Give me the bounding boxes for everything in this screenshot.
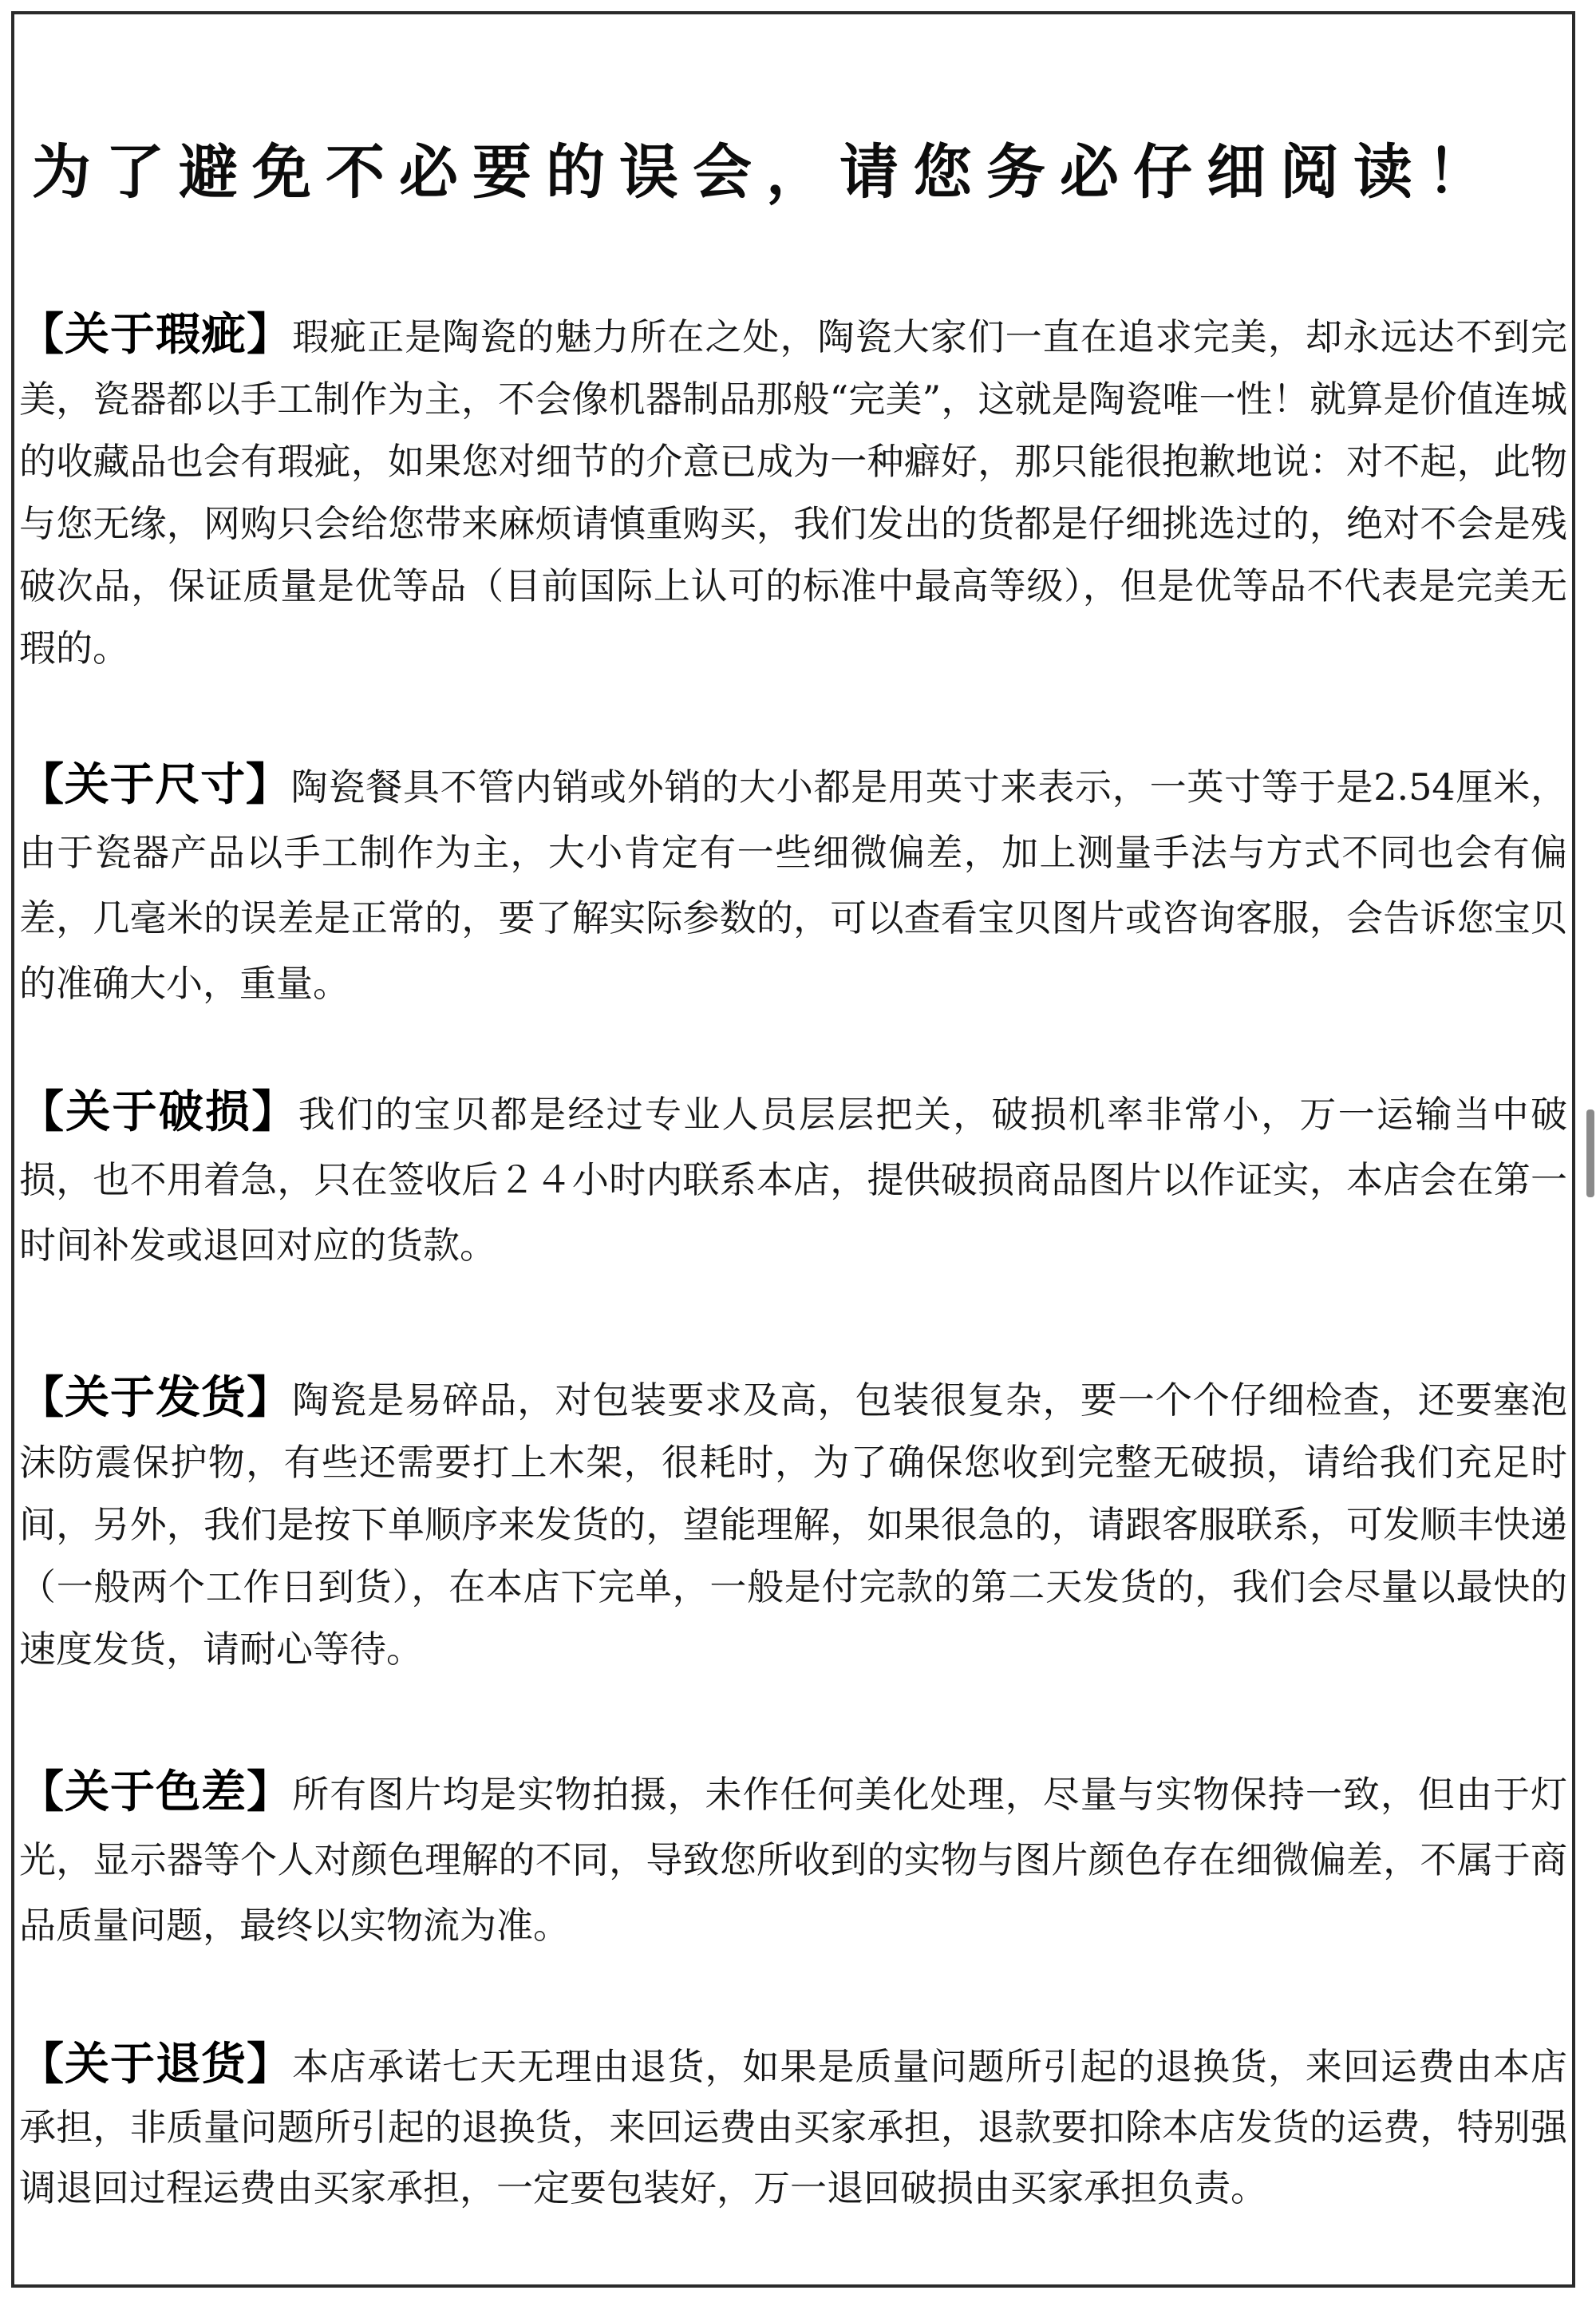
section-body: 陶瓷餐具不管内销或外销的大小都是用英寸来表示，一英寸等于是2.54厘米，由于瓷器产品以手工制作为主，大小肯定有一些细微偏差，加上测量手法与方式不同也会有偏差，几毫米的误差是正常的，要了解实际参数的，可以查看宝贝图片或咨询客服，会告诉您宝贝的准确大小，重量。 <box>19 765 1568 1005</box>
section-flaw <box>19 303 1567 679</box>
section-size <box>19 752 1567 1016</box>
section-body: 所有图片均是实物拍摄，未作任何美化处理，尽量与实物保持一致，但由于灯光，显示器等个人对颜色理解的不同，导致您所收到的实物与图片颜色存在细微偏差，不属于商品质量问题，最终以实物流为准。 <box>19 1773 1568 1947</box>
section-heading: 【关于色差】 <box>19 1766 293 1818</box>
section-heading: 【关于尺寸】 <box>19 758 291 811</box>
section-body: 我们的宝贝都是经过专业人员层层把关，破损机率非常小，万一运输当中破损，也不用着急，只在签收后２４小时内联系本店，提供破损商品图片以作证实，本店会在第一时间补发或退回对应的货款。 <box>19 1093 1568 1267</box>
section-color-difference <box>19 1759 1567 1958</box>
notice-title: 为了避免不必要的误会，请您务必仔细阅读！ <box>32 138 1500 207</box>
section-heading: 【关于退货】 <box>19 2038 293 2090</box>
section-body: 瑕疵正是陶瓷的魅力所在之处，陶瓷大家们一直在追求完美，却永远达不到完美，瓷器都以手工制作为主，不会像机器制品那般“完美”，这就是陶瓷唯一性！就算是价值连城的收藏品也会有瑕疵，如果您对细节的介意已成为一种癖好，那只能很抱歉地说：对不起，此物与您无缘，网购只会给您带来麻烦请慎重购买，我们发出的货都是仔细挑选过的，绝对不会是残破次品，保证质量是优等品（目前国际上认可的标准中最高等级），但是优等品不代表是完美无瑕的。 <box>19 315 1568 670</box>
section-heading: 【关于发货】 <box>19 1371 293 1424</box>
section-heading: 【关于瑕疵】 <box>19 308 293 361</box>
section-returns <box>19 2034 1567 2218</box>
section-body: 陶瓷是易碎品，对包装要求及高，包装很复杂，要一个个仔细检查，还要塞泡沫防震保护物，有些还需要打上木架，很耗时，为了确保您收到完整无破损，请给我们充足时间，另外，我们是按下单顺序来发货的，望能理解，如果很急的，请跟客服联系，可发顺丰快递（一般两个工作日到货），在本店下完单，一般是付完款的第二天发货的，我们会尽量以最快的速度发货，请耐心等待。 <box>19 1378 1568 1671</box>
section-body: 本店承诺七天无理由退货，如果是质量问题所引起的退换货，来回运费由本店承担，非质量问题所引起的退换货，来回运费由买家承担，退款要扣除本店发货的运费，特别强调退回过程运费由买家承担，一定要包装好，万一退回破损由买家承担负责。 <box>19 2045 1568 2209</box>
section-shipping <box>19 1367 1567 1680</box>
section-heading: 【关于破损】 <box>19 1086 298 1138</box>
section-damage <box>19 1079 1567 1278</box>
scrollbar-thumb[interactable] <box>1586 1109 1594 1197</box>
